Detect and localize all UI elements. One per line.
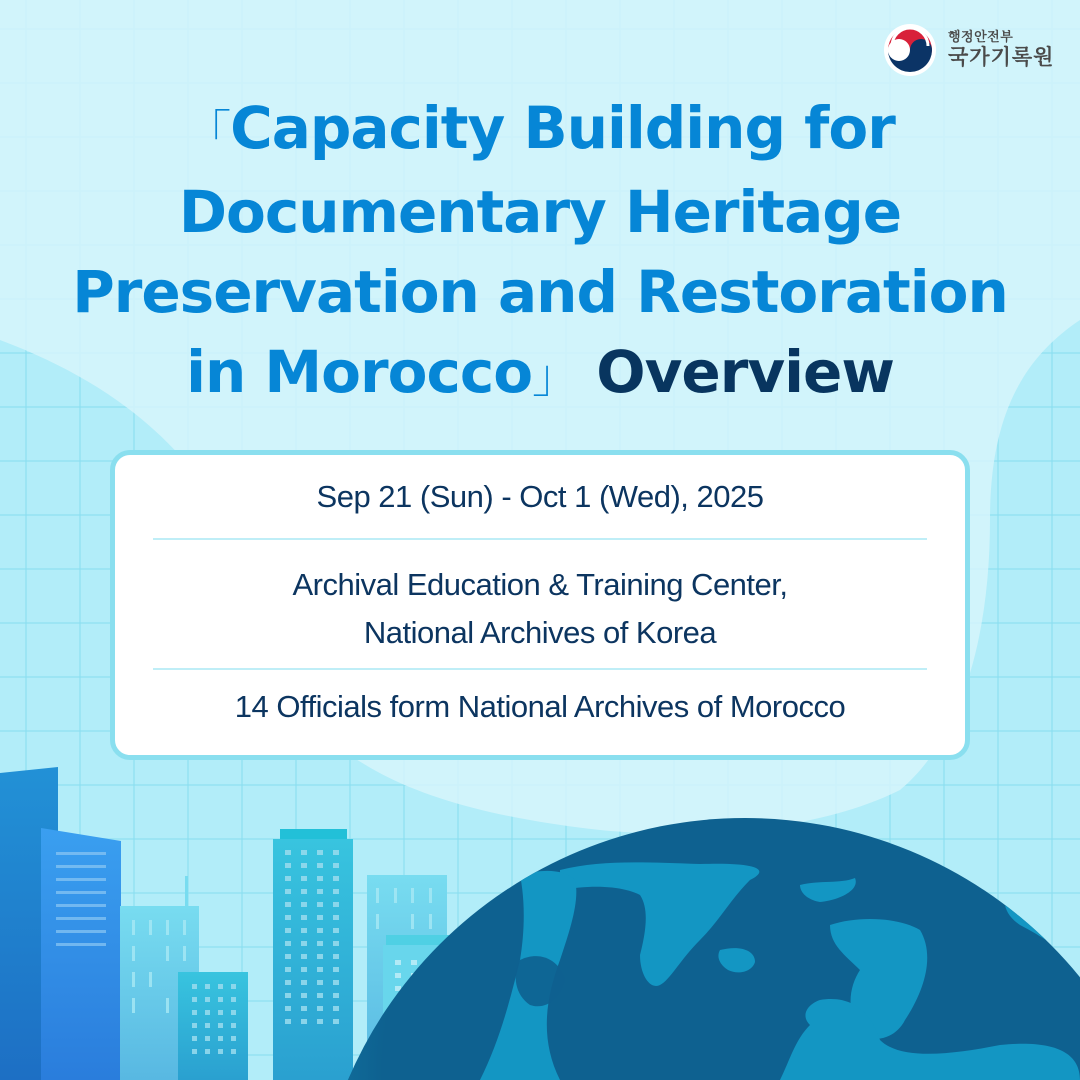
title-line-1: 「Capacity Building for xyxy=(185,94,895,162)
title-line-3: Preservation and Restoration xyxy=(72,258,1008,326)
event-venue: Archival Education & Training Center, National Archives of Korea xyxy=(292,567,788,650)
ministry-name: 행정안전부 xyxy=(948,30,1014,46)
event-date: Sep 21 (Sun) - Oct 1 (Wed), 2025 xyxy=(316,479,764,514)
agency-name: 국가기록원 xyxy=(948,44,1055,69)
event-participants: 14 Officials form National Archives of Morocco xyxy=(234,689,846,724)
open-bracket: 「 xyxy=(185,105,231,159)
title-line-2: Documentary Heritage xyxy=(178,178,902,246)
title-overview: Overview xyxy=(596,338,894,406)
close-bracket: 」 xyxy=(532,349,578,403)
title-line-4: in Morocco」 Overview xyxy=(186,338,894,406)
